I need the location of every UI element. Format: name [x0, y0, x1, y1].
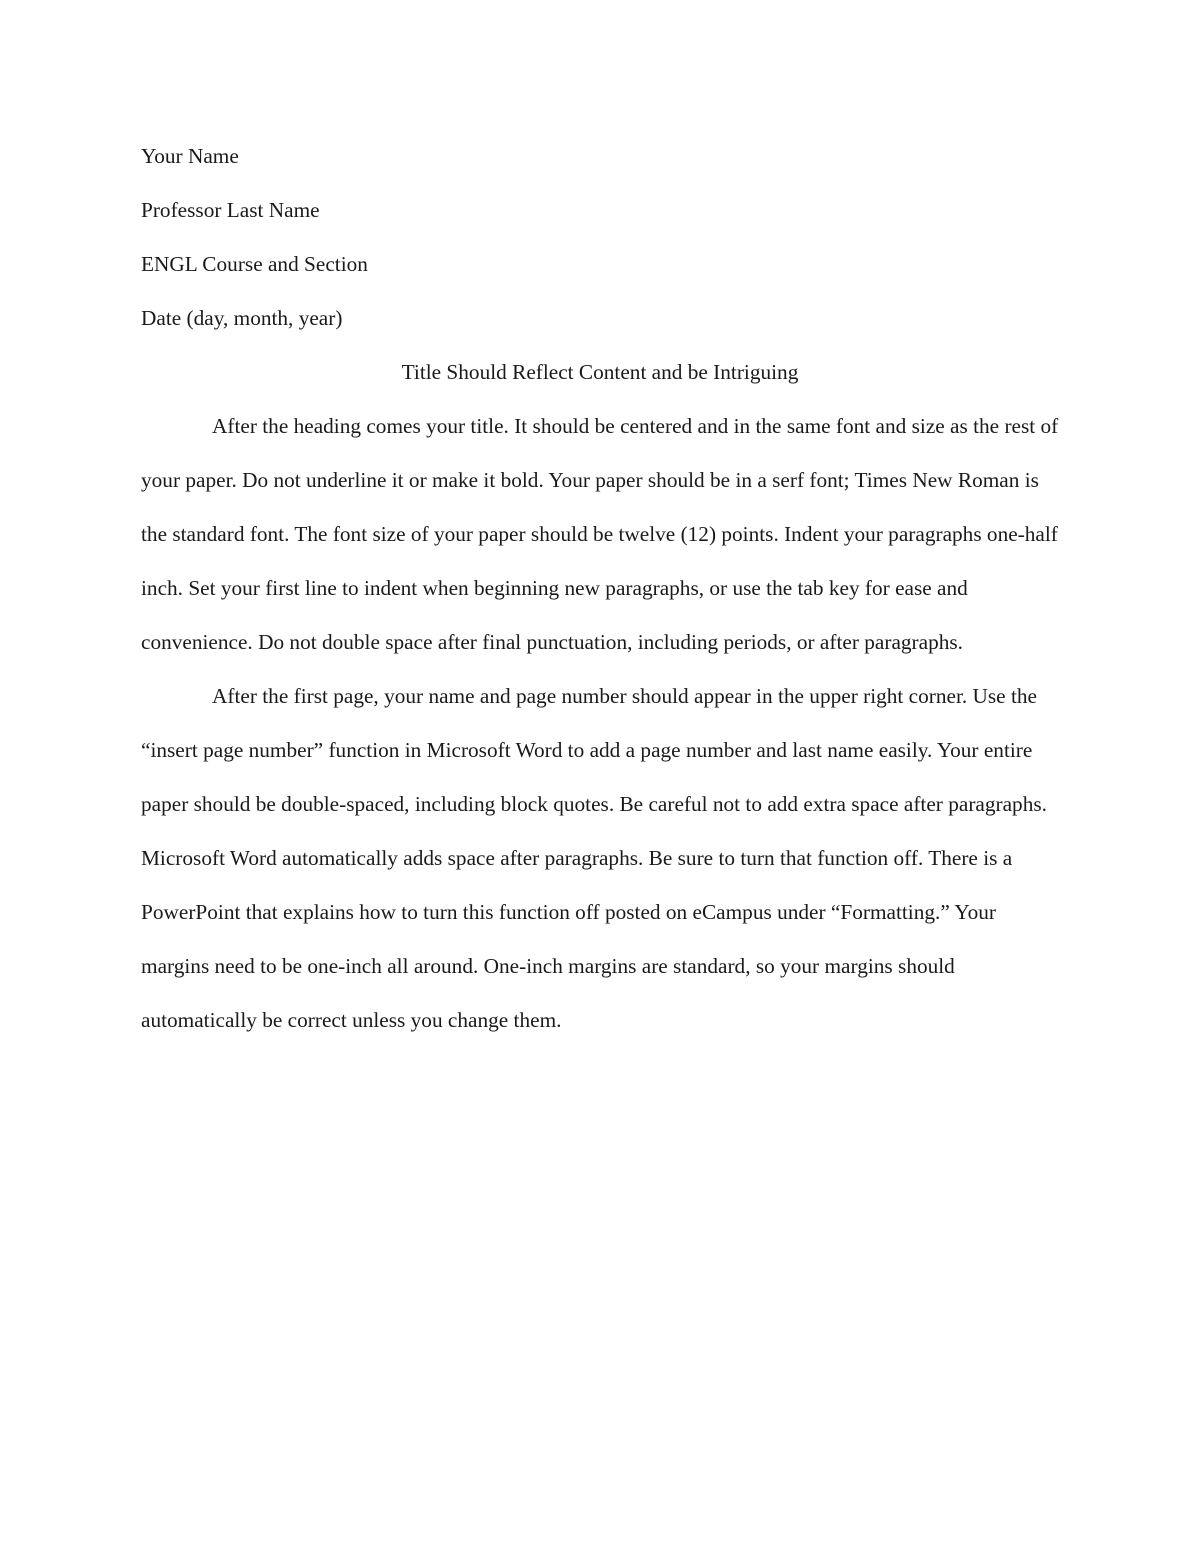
body-paragraph-2: After the first page, your name and page number should appear in the upper right corner. Use the “insert page number” function in Microsoft Word to add a page number and last name easily. Your entire paper should be double-spaced, including block quotes. Be careful not to add extra space after paragraphs. Microsoft Word automatically adds space after paragraphs. Be sure to turn that function off. There is a PowerPoint that explains how to turn this function off posted on eCampus under “Formatting.” Your margins need to be one-inch all around. One-inch margins are standard, so your margins should automatically be correct unless you change them.: [141, 684, 1047, 1032]
paper-title: Title Should Reflect Content and be Intriguing: [401, 360, 799, 384]
body-paragraph-1: After the heading comes your title. It should be centered and in the same font and size as the rest of your paper. Do not underline it or make it bold. Your paper should be in a serf font; Times New Roman is the standard font. The font size of your paper should be twelve (12) points. Indent your paragraphs one-half inch. Set your first line to indent when beginning new paragraphs, or use the tab key for ease and convenience. Do not double space after final punctuation, including periods, or after paragraphs.: [141, 414, 1059, 654]
heading-course-section: ENGL Course and Section: [141, 252, 368, 276]
heading-date: Date (day, month, year): [141, 306, 343, 330]
heading-professor-name: Professor Last Name: [141, 198, 320, 222]
heading-student-name: Your Name: [141, 144, 239, 168]
document-body: [141, 129, 1059, 1047]
